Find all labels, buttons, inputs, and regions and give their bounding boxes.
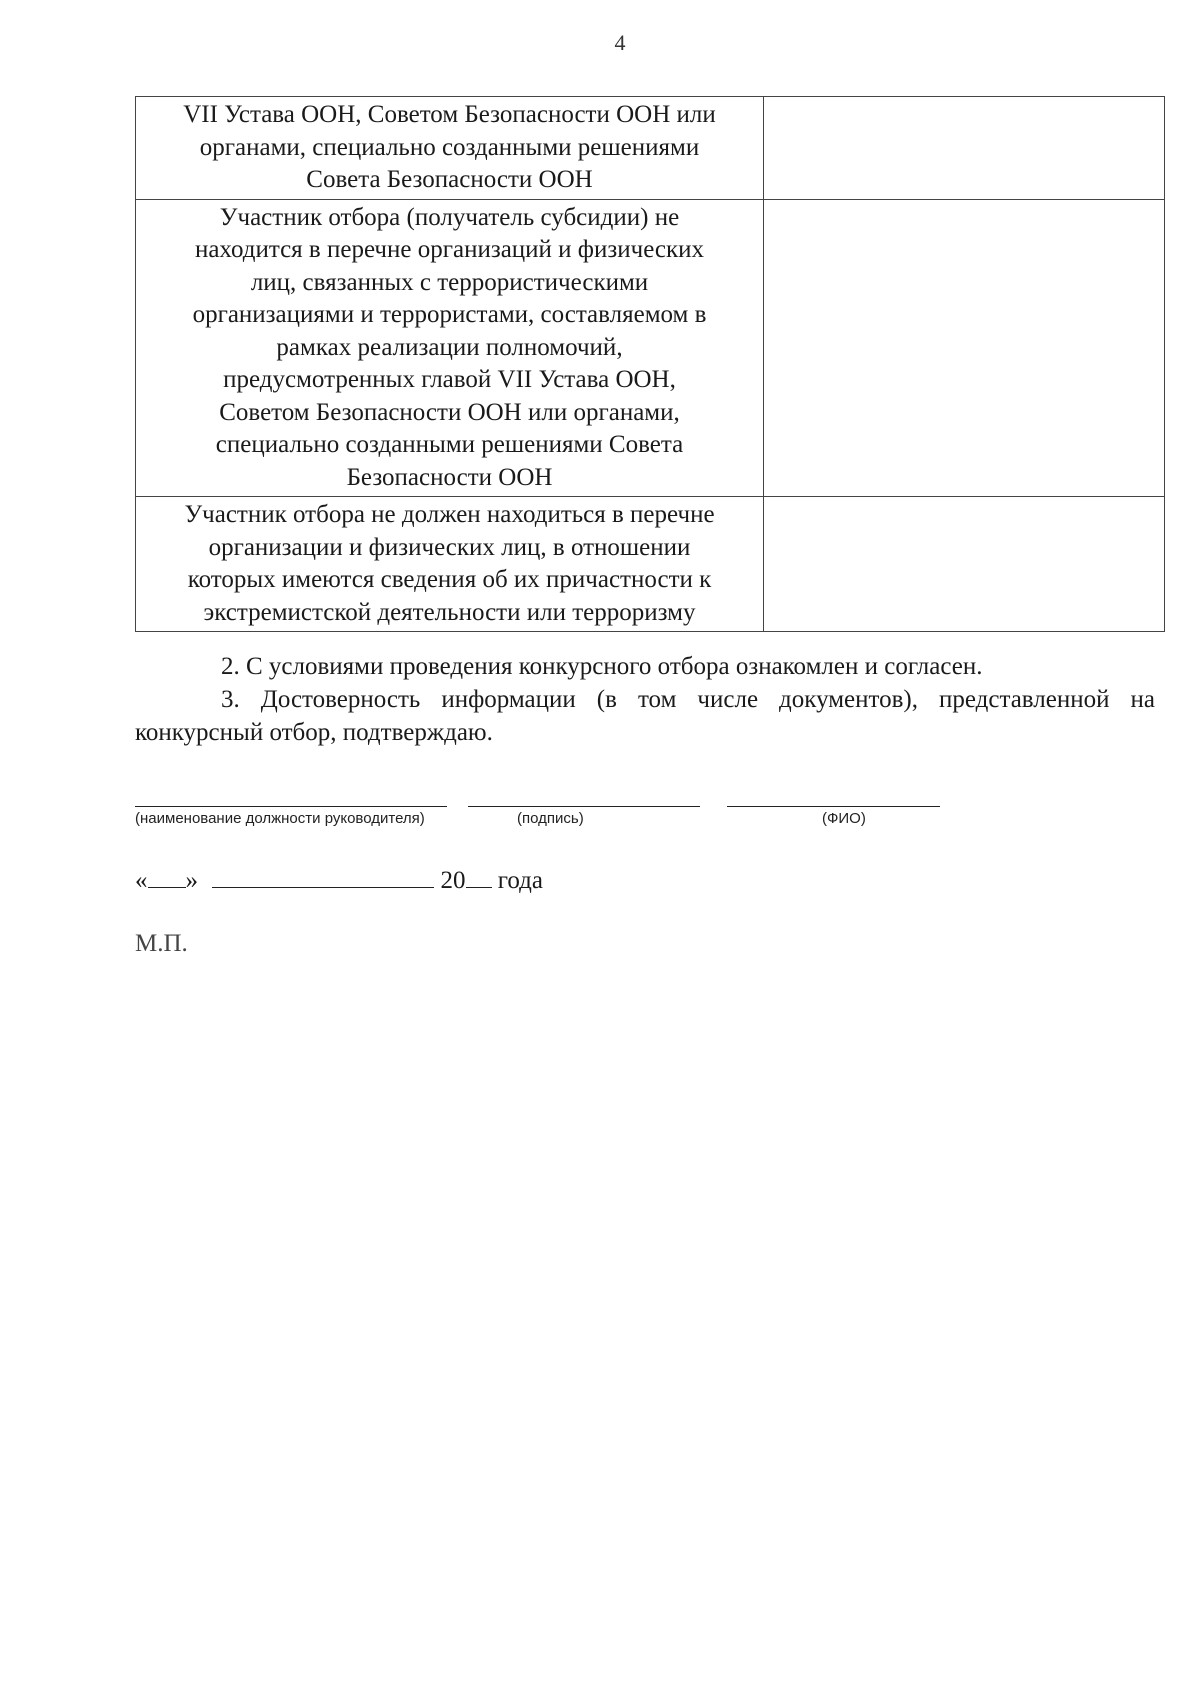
year-prefix: 20 bbox=[440, 867, 466, 894]
date-open-quote: « bbox=[135, 867, 148, 894]
condition-line: Участник отбора не должен находиться в перечне bbox=[184, 501, 715, 528]
condition-cell bbox=[136, 199, 764, 497]
confirmation-cell[interactable] bbox=[764, 199, 1165, 497]
condition-cell bbox=[136, 97, 764, 200]
requirements-table bbox=[135, 96, 1165, 632]
table-row bbox=[136, 97, 1165, 200]
paragraph-3: 3. Достоверность информации (в том числе документов), представленной на конкурсный отбор, подтверждаю. bbox=[135, 686, 1155, 746]
condition-line: организациями и террористами, составляемом в bbox=[192, 301, 707, 328]
condition-line: которых имеются сведения об их причастности к bbox=[187, 566, 712, 593]
condition-line: Советом Безопасности ООН или органами, bbox=[219, 398, 680, 426]
condition-line: органами, специально созданными решениями bbox=[199, 133, 700, 161]
confirmation-cell[interactable] bbox=[764, 97, 1165, 200]
signature-caption: (подпись) bbox=[517, 810, 584, 827]
stamp-placeholder: М.П. bbox=[135, 930, 188, 957]
condition-line: рамках реализации полномочий, bbox=[276, 333, 623, 361]
condition-line: Безопасности ООН bbox=[346, 463, 553, 491]
day-blank bbox=[148, 867, 186, 888]
condition-line: VII Устава ООН, Советом Безопасности ООН или bbox=[183, 101, 716, 128]
page-number: 4 bbox=[614, 30, 626, 55]
confirmation-cell[interactable] bbox=[764, 497, 1165, 632]
condition-line: экстремистской деятельности или терроризму bbox=[203, 598, 696, 626]
condition-line: Совета Безопасности ООН bbox=[306, 166, 593, 193]
condition-line: находится в перечне организаций и физических bbox=[194, 236, 705, 263]
condition-line: Участник отбора (получатель субсидии) не bbox=[219, 203, 680, 231]
condition-cell bbox=[136, 497, 764, 632]
name-caption: (ФИО) bbox=[822, 810, 866, 827]
name-line bbox=[727, 806, 940, 807]
month-blank bbox=[212, 867, 434, 888]
date-line bbox=[135, 867, 543, 895]
signature-line bbox=[468, 806, 700, 807]
position-caption: (наименование должности руководителя) bbox=[135, 810, 425, 827]
year-suffix: года bbox=[497, 867, 543, 894]
table-row bbox=[136, 199, 1165, 497]
year-blank bbox=[466, 867, 492, 888]
position-line bbox=[135, 806, 447, 807]
paragraph-2: 2. С условиями проведения конкурсного отбора ознакомлен и согласен. bbox=[221, 653, 983, 680]
condition-line: организации и физических лиц, в отношении bbox=[208, 533, 691, 561]
condition-line: предусмотренных главой VII Устава ООН, bbox=[223, 366, 676, 393]
condition-line: специально созданными решениями Совета bbox=[215, 431, 684, 458]
condition-line: лиц, связанных с террористическими bbox=[250, 268, 649, 296]
date-close-quote: » bbox=[185, 867, 198, 894]
table-row bbox=[136, 497, 1165, 632]
